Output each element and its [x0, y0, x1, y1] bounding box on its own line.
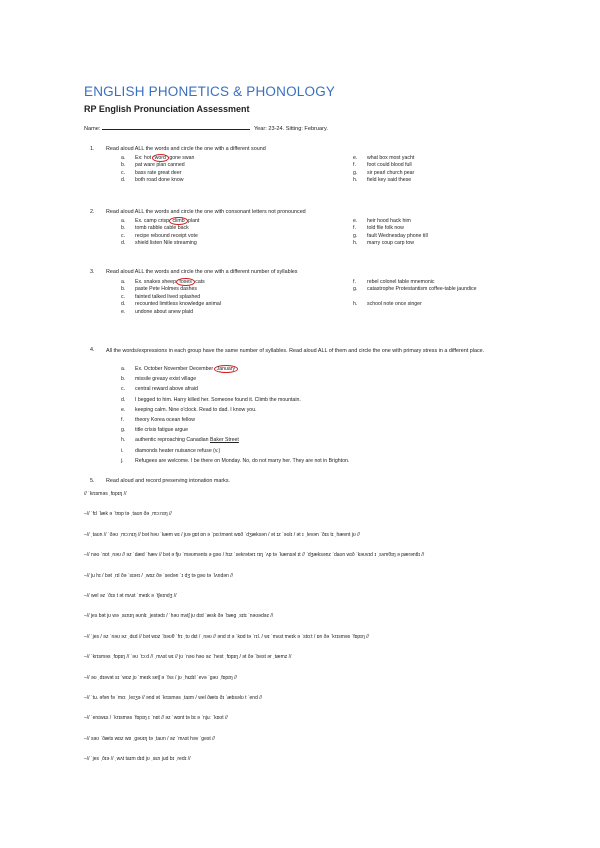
circled-answer: word	[152, 154, 169, 162]
item-letter: d.	[121, 240, 126, 247]
item-letter: f.	[353, 162, 356, 169]
q1-right-list	[353, 155, 414, 185]
item-text-rest: plant	[188, 218, 200, 224]
list-item	[121, 301, 221, 308]
item-text: paste Pete Holmes	[135, 286, 179, 293]
item-text: Ex: hot	[135, 155, 152, 161]
item-text: Refugees are welcome. I be there on Monday. No, do not marry her. They are not in Brighton.	[135, 457, 350, 464]
item-letter: c.	[121, 232, 126, 239]
item-text: sir pearl church pear	[367, 169, 415, 176]
list-item	[353, 240, 428, 247]
list-item	[353, 155, 414, 162]
item-letter: a.	[121, 279, 126, 285]
item-letter: i.	[121, 447, 124, 454]
item-letter: g.	[353, 169, 358, 176]
list-item	[121, 386, 349, 396]
item-text: catastrophe Protestantism coffee-table jaundice	[367, 286, 477, 293]
question-number: 2.	[90, 209, 95, 215]
q3-right-list	[353, 279, 523, 309]
item-text: fault Wednesday phone till	[367, 232, 428, 239]
list-item	[121, 170, 194, 177]
name-blank	[102, 129, 250, 130]
name-line	[84, 126, 328, 132]
transcription-line: –// səʊ ˈðæts wɒz wɒ ˌgəʊɪŋ tə ˌtaʊn / əz ˈmʌst həv ˈgest //	[84, 735, 215, 742]
question-number: 5.	[90, 478, 95, 484]
item-letter: d.	[121, 396, 126, 403]
list-item	[121, 240, 199, 247]
list-item	[121, 218, 199, 225]
transcription-line: –// ˈfɪl ˈlæk ə ˈtrɒp tə ˌtaʊn ðə ˌmɔːnɪŋ //	[84, 511, 172, 518]
item-text: Ex. snakes sheep	[135, 279, 176, 285]
item-letter: h.	[353, 240, 358, 247]
list-item	[121, 448, 349, 458]
item-text: Ex. camp crisp	[135, 218, 170, 224]
transcription-line: // ˈkrɪsməs ˌfɒpɪŋ //	[84, 491, 127, 497]
item-letter: f.	[353, 279, 356, 285]
q2-right-list	[353, 218, 428, 248]
item-text-rest: back	[177, 225, 189, 232]
item-letter: h.	[353, 177, 358, 184]
list-item	[121, 427, 349, 437]
transcription-line: –// ˈenɪwɛs / ˈkrɪsməs ˈfɒpɪŋ ɪ ˈnɒt // əz ˈwɒnt tə bɪ ə ˈnjuː ˈkɒʊt //	[84, 715, 228, 722]
item-letter: f.	[121, 416, 124, 423]
name-label: Name:	[84, 126, 101, 132]
item-letter: d.	[121, 177, 126, 184]
transcription-line: –// nəʊ ˈnɒt ˌnəʊ // əz ˈdæd ˈhæv // bət ə fjʊ ˈməʊmənts ə gəʊ / hɪz ˈsekrətərɪ rɪŋ ˈʌp tə ˈkænsəl ɪt // ˈdʒæksənz ˈdaʊn wɪð ˈkəʊvɪd ɪ ˌsʌmθɪŋ ə pærəntlɪ //	[84, 552, 425, 559]
question-instruction: All the words/expressions in each group have the same number of syllables. Read aloud ALL of them and circle the one with primary stress in a different place.	[106, 348, 485, 354]
item-letter: g.	[353, 286, 358, 293]
item-letter: g.	[353, 232, 358, 239]
underlined-text: Baker Street	[210, 437, 239, 444]
item-letter: h.	[353, 301, 358, 308]
transcription-line: –// əʊ ˌdɪəvət sɪ ˈwɒz jʊ ˈmeɪk setʃ ə ˈfʌs / jʊ ˌhɛdɪl ˈevə ˈgəʊ ˌfɒpɪŋ //	[84, 674, 237, 681]
question-number: 4.	[90, 347, 95, 353]
list-item	[353, 218, 428, 225]
question-instruction: Read aloud and record preserving intonation marks.	[106, 478, 231, 484]
list-item	[121, 233, 199, 240]
q4-list	[121, 366, 349, 468]
list-item	[353, 233, 428, 240]
transcription-line: –// ˈjes ˌðɪə // ˌwʌt taɪm dɪd jʊ ˌsɛn jud bɪ ˌredɪ //	[84, 756, 191, 763]
item-text: shield listen Nile streaming	[135, 240, 197, 247]
question-instruction: Read aloud ALL the words and circle the one with a different sound	[106, 146, 266, 152]
item-letter: h.	[121, 437, 126, 444]
list-item	[121, 309, 221, 316]
item-text: Ex. October November December	[135, 366, 214, 372]
item-letter: a.	[121, 366, 126, 372]
item-text: undone about anew plaid	[135, 308, 193, 315]
item-text-rest: dashes	[180, 286, 198, 293]
item-letter: a.	[121, 218, 126, 224]
item-text: theory Korea ocean fellow	[135, 416, 195, 423]
item-letter: b.	[121, 162, 126, 169]
list-item	[121, 177, 194, 184]
item-text: recounted limitless knowledge animal	[135, 301, 221, 308]
item-letter: f.	[353, 225, 356, 232]
list-item	[121, 417, 349, 427]
q1-left-list	[121, 155, 194, 185]
list-item	[121, 397, 349, 407]
list-item	[121, 162, 194, 169]
item-text-rest: cats	[195, 279, 205, 285]
circled-answer: foxes	[176, 278, 194, 286]
transcription-line: –// wel əz ˈðɪs t ət mʌst ˈmeɪk ə ˈtʃeɪndʒ //	[84, 593, 177, 599]
list-item	[353, 286, 523, 301]
item-text: bass rate great deer	[135, 169, 182, 176]
item-text: told file folk now	[367, 225, 404, 232]
transcription-line: –// ˈtu. əfən fə ˈmɑː ˌleɪʒə // ənd ət ˈkrɪsməs ˌtaɪm / wel ðæts ðɪ ˈæbsəlʊ t ˈend //	[84, 695, 263, 701]
circled-answer: January	[214, 365, 238, 373]
q2-left-list	[121, 218, 199, 248]
list-item	[121, 286, 221, 293]
list-item	[121, 155, 194, 162]
item-text: missile greasy exist village	[135, 376, 197, 383]
item-text: fainted talked lived splashed	[135, 293, 201, 300]
item-letter: d.	[121, 301, 126, 308]
list-item	[121, 458, 349, 468]
year-sitting: Year: 23-24. Sitting: February.	[253, 126, 328, 132]
item-letter: b.	[121, 376, 126, 383]
list-item	[121, 279, 221, 286]
q3-left-list	[121, 279, 221, 316]
item-text: marry coup carp tow	[367, 240, 414, 247]
item-text: pat ware	[135, 162, 155, 169]
item-letter: e.	[121, 406, 126, 413]
list-item	[121, 225, 199, 232]
item-letter: c.	[121, 169, 126, 176]
item-text-rest: plan canned	[156, 162, 185, 169]
list-item	[353, 301, 523, 308]
item-text: heir hood hack him	[367, 218, 411, 224]
item-text: school note once singer	[367, 301, 422, 308]
item-text: foot could blood full	[367, 162, 412, 169]
item-text: diamonds heater nuisance refuse (v.)	[135, 447, 221, 454]
list-item	[121, 366, 349, 376]
question-number: 3.	[90, 269, 95, 275]
list-item	[121, 376, 349, 386]
page-title: ENGLISH PHONETICS & PHONOLOGY	[84, 84, 336, 99]
list-item	[121, 437, 349, 447]
item-letter: a.	[121, 155, 126, 161]
item-letter: c.	[121, 293, 126, 300]
item-text: both road done know	[135, 177, 184, 184]
item-letter: g.	[121, 427, 126, 434]
item-text: keeping calm. Nine o'clock. Read to dad. I know you.	[135, 406, 257, 413]
item-letter: e.	[353, 218, 358, 224]
page-subtitle: RP English Pronunciation Assessment	[84, 104, 250, 114]
item-letter: c.	[121, 386, 126, 393]
item-text: field key said these	[367, 177, 412, 184]
transcription-line: –// ˈjes / əz ˈnəʊ əz ˌdɛd // bət wɒz ˈbəʊθ ˈfrɪ ˌtʊ dɛt / ˌnəʊ // ənd ɪt ə ˈkɒd tə ˈrɪl. / wɪ ˈmʌst meɪk ə ˈstɑːt / ɒn ðə ˈkrɪsməs ˈfɒpɪŋ //	[84, 633, 369, 640]
transcription-line: –// ˌtaʊn // ˈðəʊ ˌmɔːnɪŋ // bət həʊ ˈkæm wɪ / jʊə gɒt ɒn ə ˈpɑːtmənt wɒð ˈdʒæksən / ət ɪz ˈəʊlɪ / ət ɪ ˌlevən ˈðɪs tɪ ˌhævnt jʊ //	[84, 531, 360, 538]
question-instruction: Read aloud ALL the words and circle the one with a different number of syllables	[106, 269, 298, 275]
item-text: recipe rebound receipt vote	[135, 232, 198, 239]
item-letter: b.	[121, 286, 126, 293]
item-letter: e.	[353, 155, 358, 161]
transcription-line: –// ˈkrɪsməs ˌfɒpɪŋ // ˈəʊ ˈtɔːd // ˌmʌst wɪ // jʊ ˈnəʊ həʊ əz ˈhest ˌfɒpɪŋ / ət ðə ˈbest ər ˌtæmz //	[84, 654, 292, 661]
item-text: authentic reproaching Canadian	[135, 437, 209, 444]
list-item	[353, 225, 428, 232]
transcription-line: –// ju hɪ / bət ˌrɪl ðə ˈsɪərɪ / ˌwɒz ðə ˈsedən ˈɪ dʒ tə gəʊ tə ˈlʌndən //	[84, 572, 233, 579]
list-item	[121, 294, 221, 301]
item-text: rebel colonel table mnemonic	[367, 279, 435, 285]
list-item	[353, 279, 523, 286]
item-text-rest: gone swan	[169, 155, 195, 161]
item-letter: j.	[121, 457, 124, 464]
item-text: title crisis fatigue argue	[135, 427, 189, 434]
list-item	[121, 407, 349, 417]
item-text: what box most yacht	[367, 155, 415, 161]
list-item	[353, 170, 414, 177]
list-item	[353, 162, 414, 169]
transcription-line: –// jes bət jʊ wə ˌsɛnɪŋ əʊnlɪ ˌjestədɪ / ˈhəʊ mʌtʃ jʊ dɪd ˈæsk ðə ˈbæg ˌsɪtɪ ˈnəʊədəz //	[84, 613, 274, 620]
list-item	[353, 177, 414, 184]
question-instruction: Read aloud ALL the words and circle the one with consonant letters not pronounced	[106, 209, 306, 215]
circled-answer: climb	[169, 217, 187, 225]
item-text: I begged to him. Harry killed her. Someone found it. Climb the mountain.	[135, 396, 301, 403]
item-text: tomb rabble cable	[135, 225, 177, 232]
item-letter: b.	[121, 225, 126, 232]
question-number: 1.	[90, 146, 95, 152]
item-letter: e.	[121, 308, 126, 315]
item-text: central reward above afraid	[135, 386, 198, 393]
